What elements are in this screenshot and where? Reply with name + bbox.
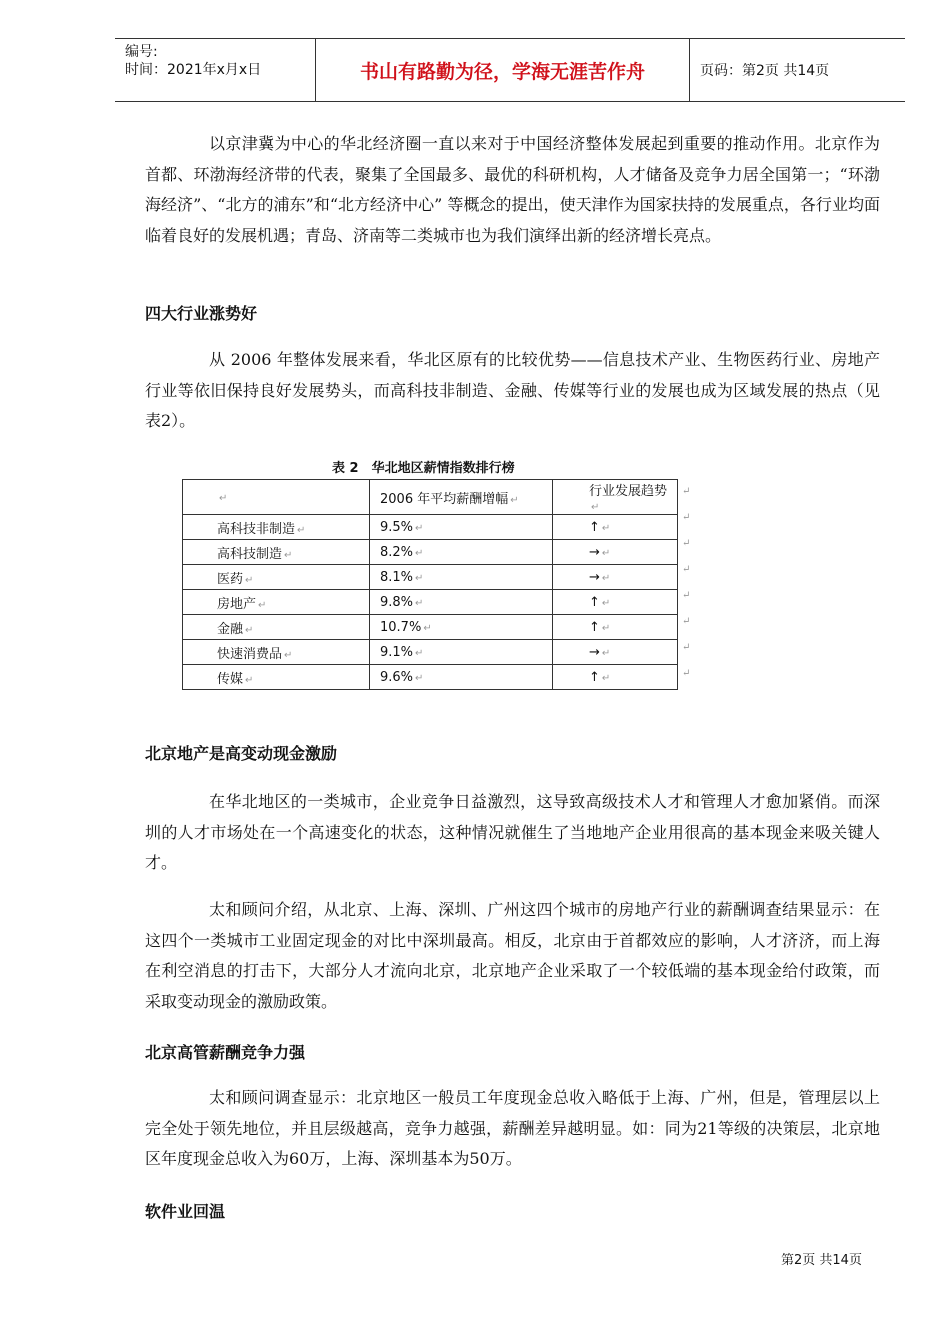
section-heading-executive-pay: 北京高管薪酬竞争力强 xyxy=(145,1043,306,1062)
footer-page-number: 第2页 共14页 xyxy=(781,1253,862,1268)
paragraph-4: 太和顾问介绍，从北京、上海、深圳、广州这四个城市的房地产行业的薪酬调查结果显示：在这四个一类城市工业固定现金的对比中深圳最高。相反，北京由于首都效应的影响，人才济济，而上海在利空消息的打击下，大部分人才流向北京，北京地产企业采取了一个较低端的基本现金给付政策，而采取变动现金的激励政策。 xyxy=(145,900,880,1011)
trend-cell: ↑ ↵ xyxy=(553,665,678,690)
table-row xyxy=(183,565,678,590)
industry-cell: 快速消费品 ↵ xyxy=(183,640,370,665)
paragraph-5: 太和顾问调查显示：北京地区一般员工年度现金总收入略低于上海、广州，但是，管理层以上完全处于领先地位，并且层级越高，竞争力越强，薪酬差异越明显。如：同为21等级的决策层，北京地区年度现金总收入为60万，上海、深圳基本为50万。 xyxy=(145,1088,880,1168)
industry-cell: 高科技制造 ↵ xyxy=(183,540,370,565)
table-header-cell: ↵ xyxy=(183,480,370,515)
table-header-cell: 行业发展趋势↵ xyxy=(553,480,678,515)
table-row xyxy=(183,590,678,615)
time-label: 时间：2021年x月x日 xyxy=(125,62,262,78)
table-row xyxy=(183,515,678,540)
section-heading-beijing-realestate: 北京地产是高变动现金激励 xyxy=(145,744,338,763)
growth-cell: 9.6% ↵ xyxy=(370,665,553,690)
row-end-mark: ↵ xyxy=(682,486,691,497)
page-header xyxy=(115,38,905,102)
growth-cell: 8.1% ↵ xyxy=(370,565,553,590)
trend-cell: ↑ ↵ xyxy=(553,615,678,640)
row-end-mark: ↵ xyxy=(682,590,691,601)
table-row xyxy=(183,665,678,690)
trend-cell: ↑ ↵ xyxy=(553,590,678,615)
header-meta-cell xyxy=(115,39,316,101)
row-end-mark: ↵ xyxy=(682,512,691,523)
table-header-cell: 2006 年平均薪酬增幅 ↵ xyxy=(370,480,553,515)
row-end-mark: ↵ xyxy=(682,668,691,679)
table-row xyxy=(183,615,678,640)
industry-cell: 高科技非制造 ↵ xyxy=(183,515,370,540)
industry-cell: 金融 ↵ xyxy=(183,615,370,640)
growth-cell: 9.1% ↵ xyxy=(370,640,553,665)
industry-cell: 房地产 ↵ xyxy=(183,590,370,615)
industry-cell: 医药 ↵ xyxy=(183,565,370,590)
paragraph-3: 在华北地区的一类城市，企业竞争日益激烈，这导致高级技术人才和管理人才愈加紧俏。而深圳的人才市场处在一个高速变化的状态，这种情况就催生了当地地产企业用很高的基本现金来吸关键人才。 xyxy=(145,792,880,872)
serial-label: 编号: xyxy=(125,44,158,60)
row-end-mark: ↵ xyxy=(682,538,691,549)
trend-cell: → ↵ xyxy=(553,640,678,665)
growth-cell: 10.7% ↵ xyxy=(370,615,553,640)
trend-cell: → ↵ xyxy=(553,565,678,590)
trend-cell: → ↵ xyxy=(553,540,678,565)
row-end-mark: ↵ xyxy=(682,642,691,653)
growth-cell: 8.2% ↵ xyxy=(370,540,553,565)
table-row xyxy=(183,640,678,665)
paragraph-2: 从 2006 年整体发展来看，华北区原有的比较优势——信息技术产业、生物医药行业、房地产行业等依旧保持良好发展势头，而高科技非制造、金融、传媒等行业的发展也成为区域发展的热点（见表2）。 xyxy=(145,350,880,430)
header-motto: 书山有路勤为径，学海无涯苦作舟 xyxy=(316,39,690,101)
growth-cell: 9.5% ↵ xyxy=(370,515,553,540)
section-heading-software: 软件业回温 xyxy=(145,1202,226,1221)
section-heading-four-industries: 四大行业涨势好 xyxy=(145,304,258,323)
industry-cell: 传媒 ↵ xyxy=(183,665,370,690)
paragraph-1: 以京津冀为中心的华北经济圈一直以来对于中国经济整体发展起到重要的推动作用。北京作为首都、环渤海经济带的代表，聚集了全国最多、最优的科研机构，人才储备及竞争力居全国第一；“环渤海经济”、“北方的浦东”和“北方经济中心” 等概念的提出，使天津作为国家扶持的发展重点，各行业均面临着良好的发展机遇；青岛、济南等二类城市也为我们演绎出新的经济增长亮点。 xyxy=(145,134,880,245)
header-page-number: 页码：第2页 共14页 xyxy=(700,63,830,79)
row-end-mark: ↵ xyxy=(682,616,691,627)
row-end-mark: ↵ xyxy=(682,564,691,575)
trend-cell: ↑ ↵ xyxy=(553,515,678,540)
growth-cell: 9.8% ↵ xyxy=(370,590,553,615)
table-caption: 表 2 华北地区薪情指数排行榜 xyxy=(332,461,515,476)
salary-index-table xyxy=(182,479,678,690)
table-row xyxy=(183,540,678,565)
table-header-row xyxy=(183,480,678,515)
